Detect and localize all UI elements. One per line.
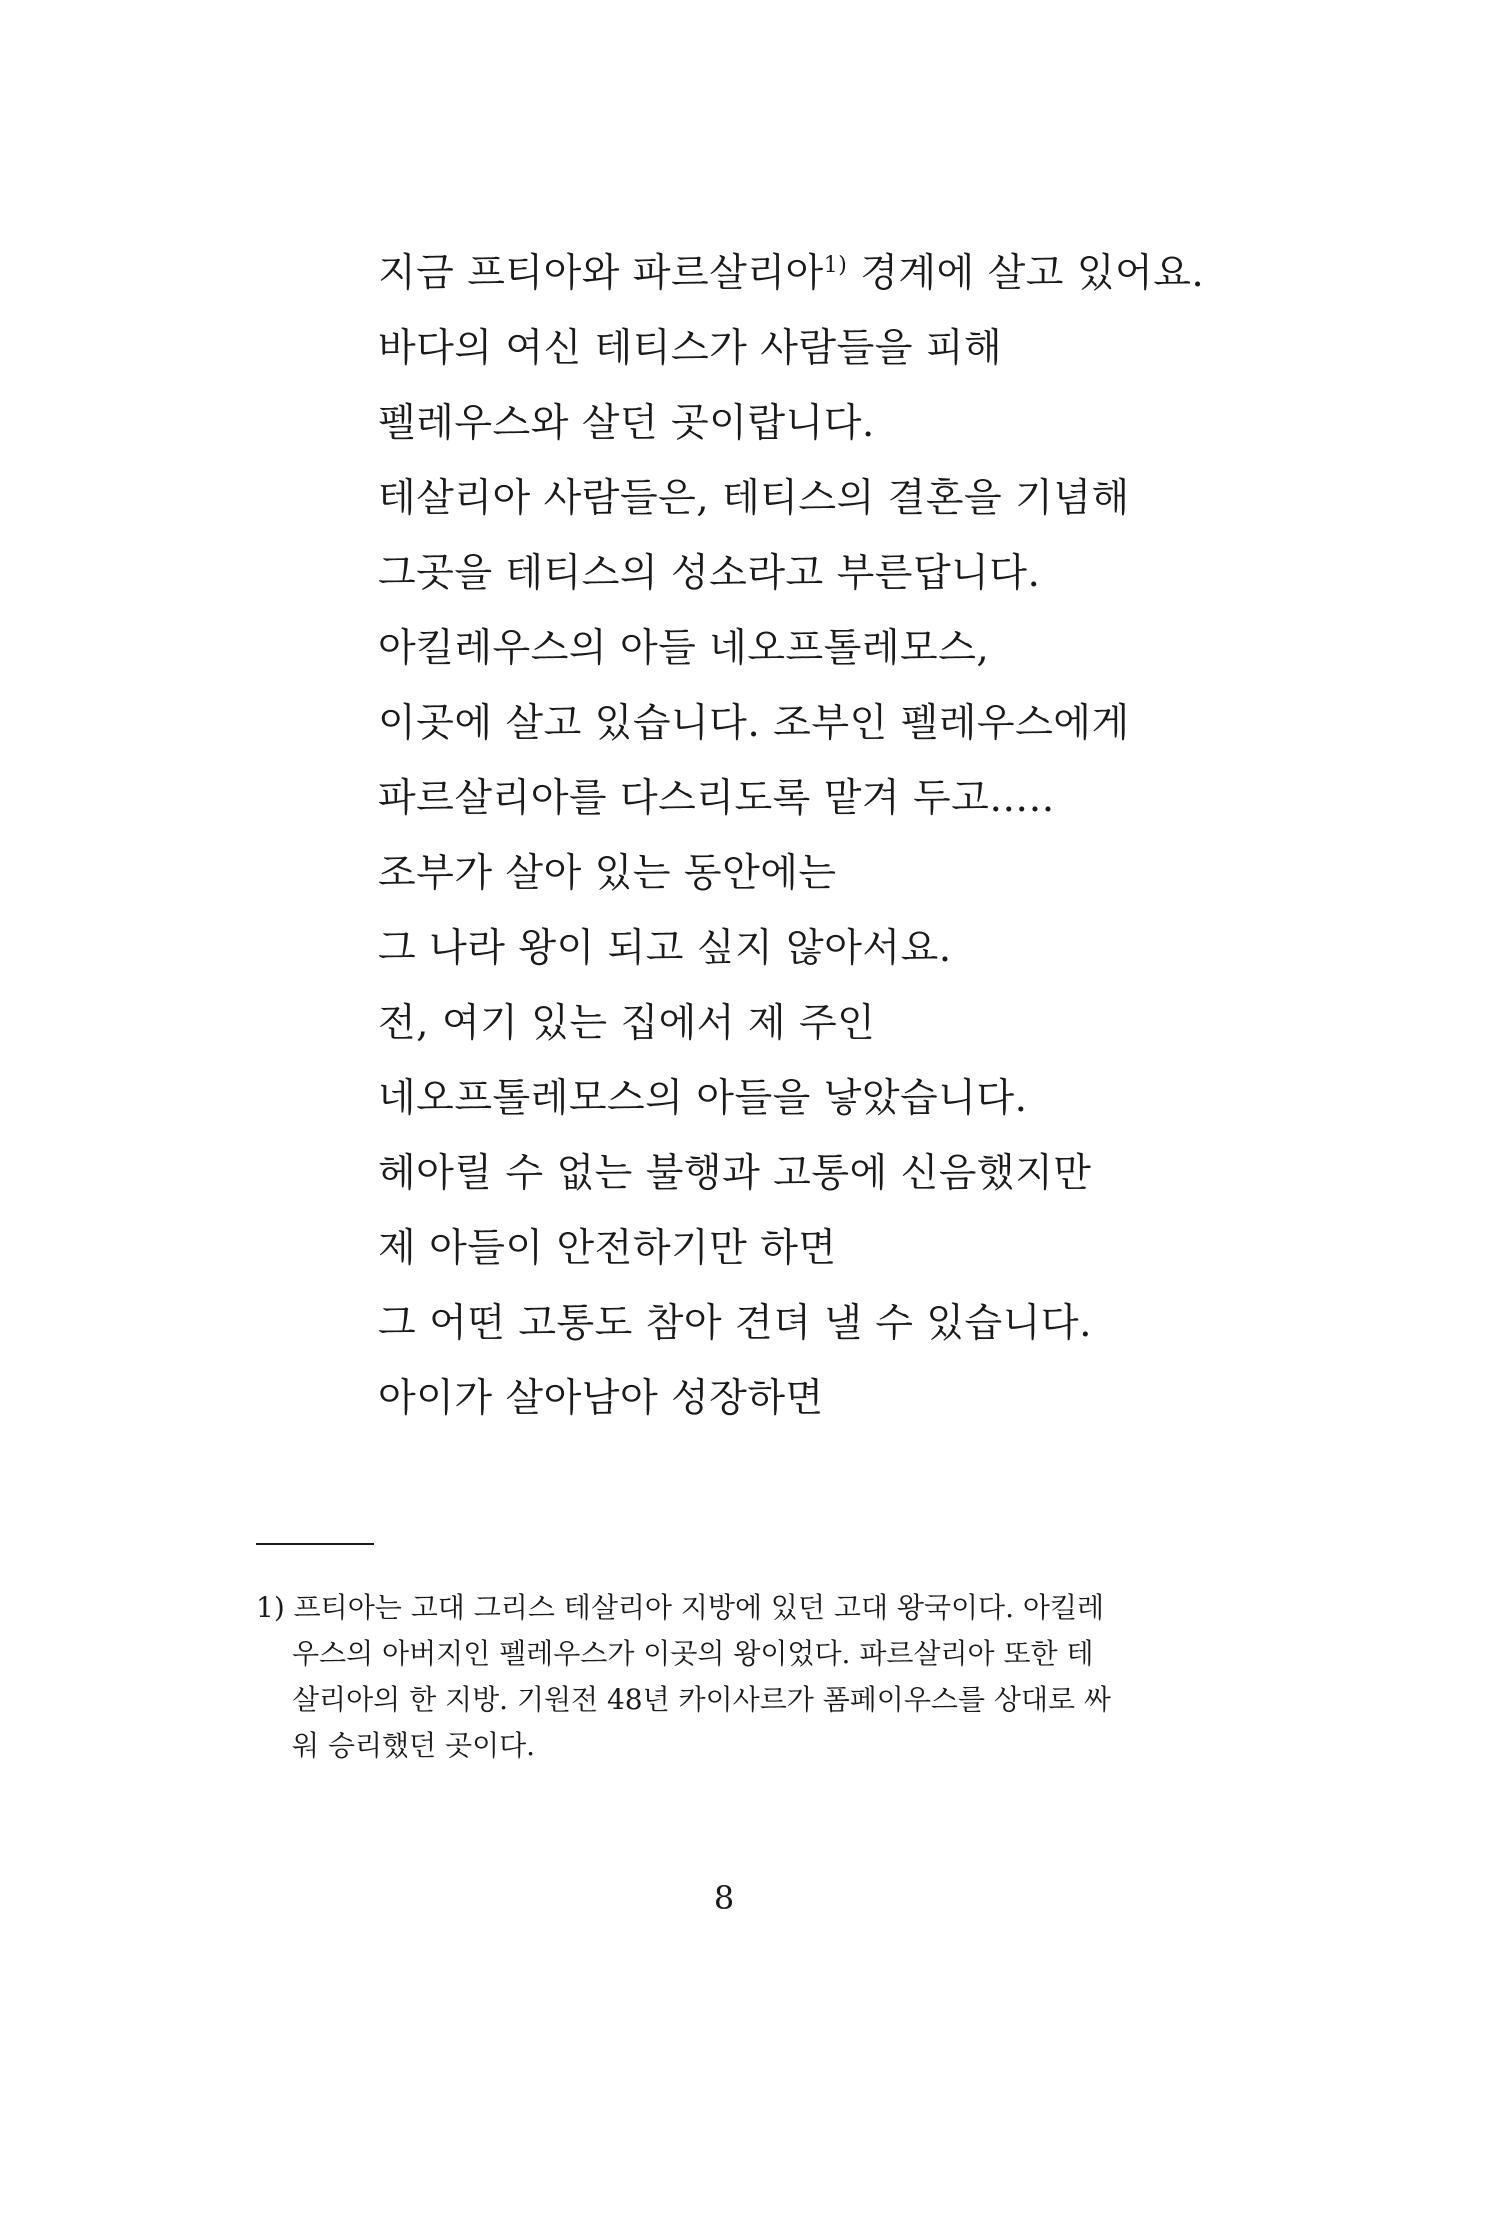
verse-line-10: 그 나라 왕이 되고 싶지 않아서요. <box>378 926 952 971</box>
verse-line-15: 그 어떤 고통도 참아 견뎌 낼 수 있습니다. <box>378 1301 1092 1346</box>
verse-line-7: 이곳에 살고 있습니다. 조부인 펠레우스에게 <box>378 701 1130 746</box>
verse-line-16: 아이가 살아남아 성장하면 <box>378 1376 824 1421</box>
verse-line-2: 바다의 여신 테티스가 사람들을 피해 <box>378 326 1003 371</box>
footnote-line-4: 워 승리했던 곳이다. <box>292 1729 536 1762</box>
footnote-line-2: 우스의 아버지인 펠레우스가 이곳의 왕이었다. 파르살리아 또한 테 <box>292 1637 1094 1670</box>
verse-line-12: 네오프톨레모스의 아들을 낳았습니다. <box>378 1076 1028 1121</box>
verse-line-8: 파르살리아를 다스리도록 맡겨 두고….. <box>378 776 1055 821</box>
footnote <box>256 1585 1216 1769</box>
verse-line-11: 전, 여기 있는 집에서 제 주인 <box>378 1001 876 1046</box>
verse-line-6: 아킬레우스의 아들 네오프톨레모스, <box>378 626 990 671</box>
footnote-reference[interactable]: 1) <box>823 253 848 278</box>
footnote-line-1: 1) 프티아는 고대 그리스 테살리아 지방에 있던 고대 왕국이다. 아킬레 <box>256 1591 1105 1624</box>
footnote-divider <box>256 1543 374 1545</box>
verse-line-1-continuation: 경계에 살고 있어요. <box>847 251 1205 296</box>
verse-line-5: 그곳을 테티스의 성소라고 부른답니다. <box>378 551 1041 596</box>
verse-body <box>378 236 1204 1436</box>
verse-line-4: 테살리아 사람들은, 테티스의 결혼을 기념해 <box>378 476 1130 521</box>
verse-line-1-text: 지금 프티아와 파르살리아 <box>378 251 824 296</box>
verse-line-14: 제 아들이 안전하기만 하면 <box>378 1226 837 1271</box>
page-number: 8 <box>713 1879 735 1917</box>
verse-line-9: 조부가 살아 있는 동안에는 <box>378 851 837 896</box>
verse-line-3: 펠레우스와 살던 곳이랍니다. <box>378 401 875 446</box>
verse-line-1 <box>378 236 1204 311</box>
verse-line-13: 헤아릴 수 없는 불행과 고통에 신음했지만 <box>378 1151 1092 1196</box>
footnote-line-3: 살리아의 한 지방. 기원전 48년 카이사르가 폼페이우스를 상대로 싸 <box>292 1683 1111 1716</box>
